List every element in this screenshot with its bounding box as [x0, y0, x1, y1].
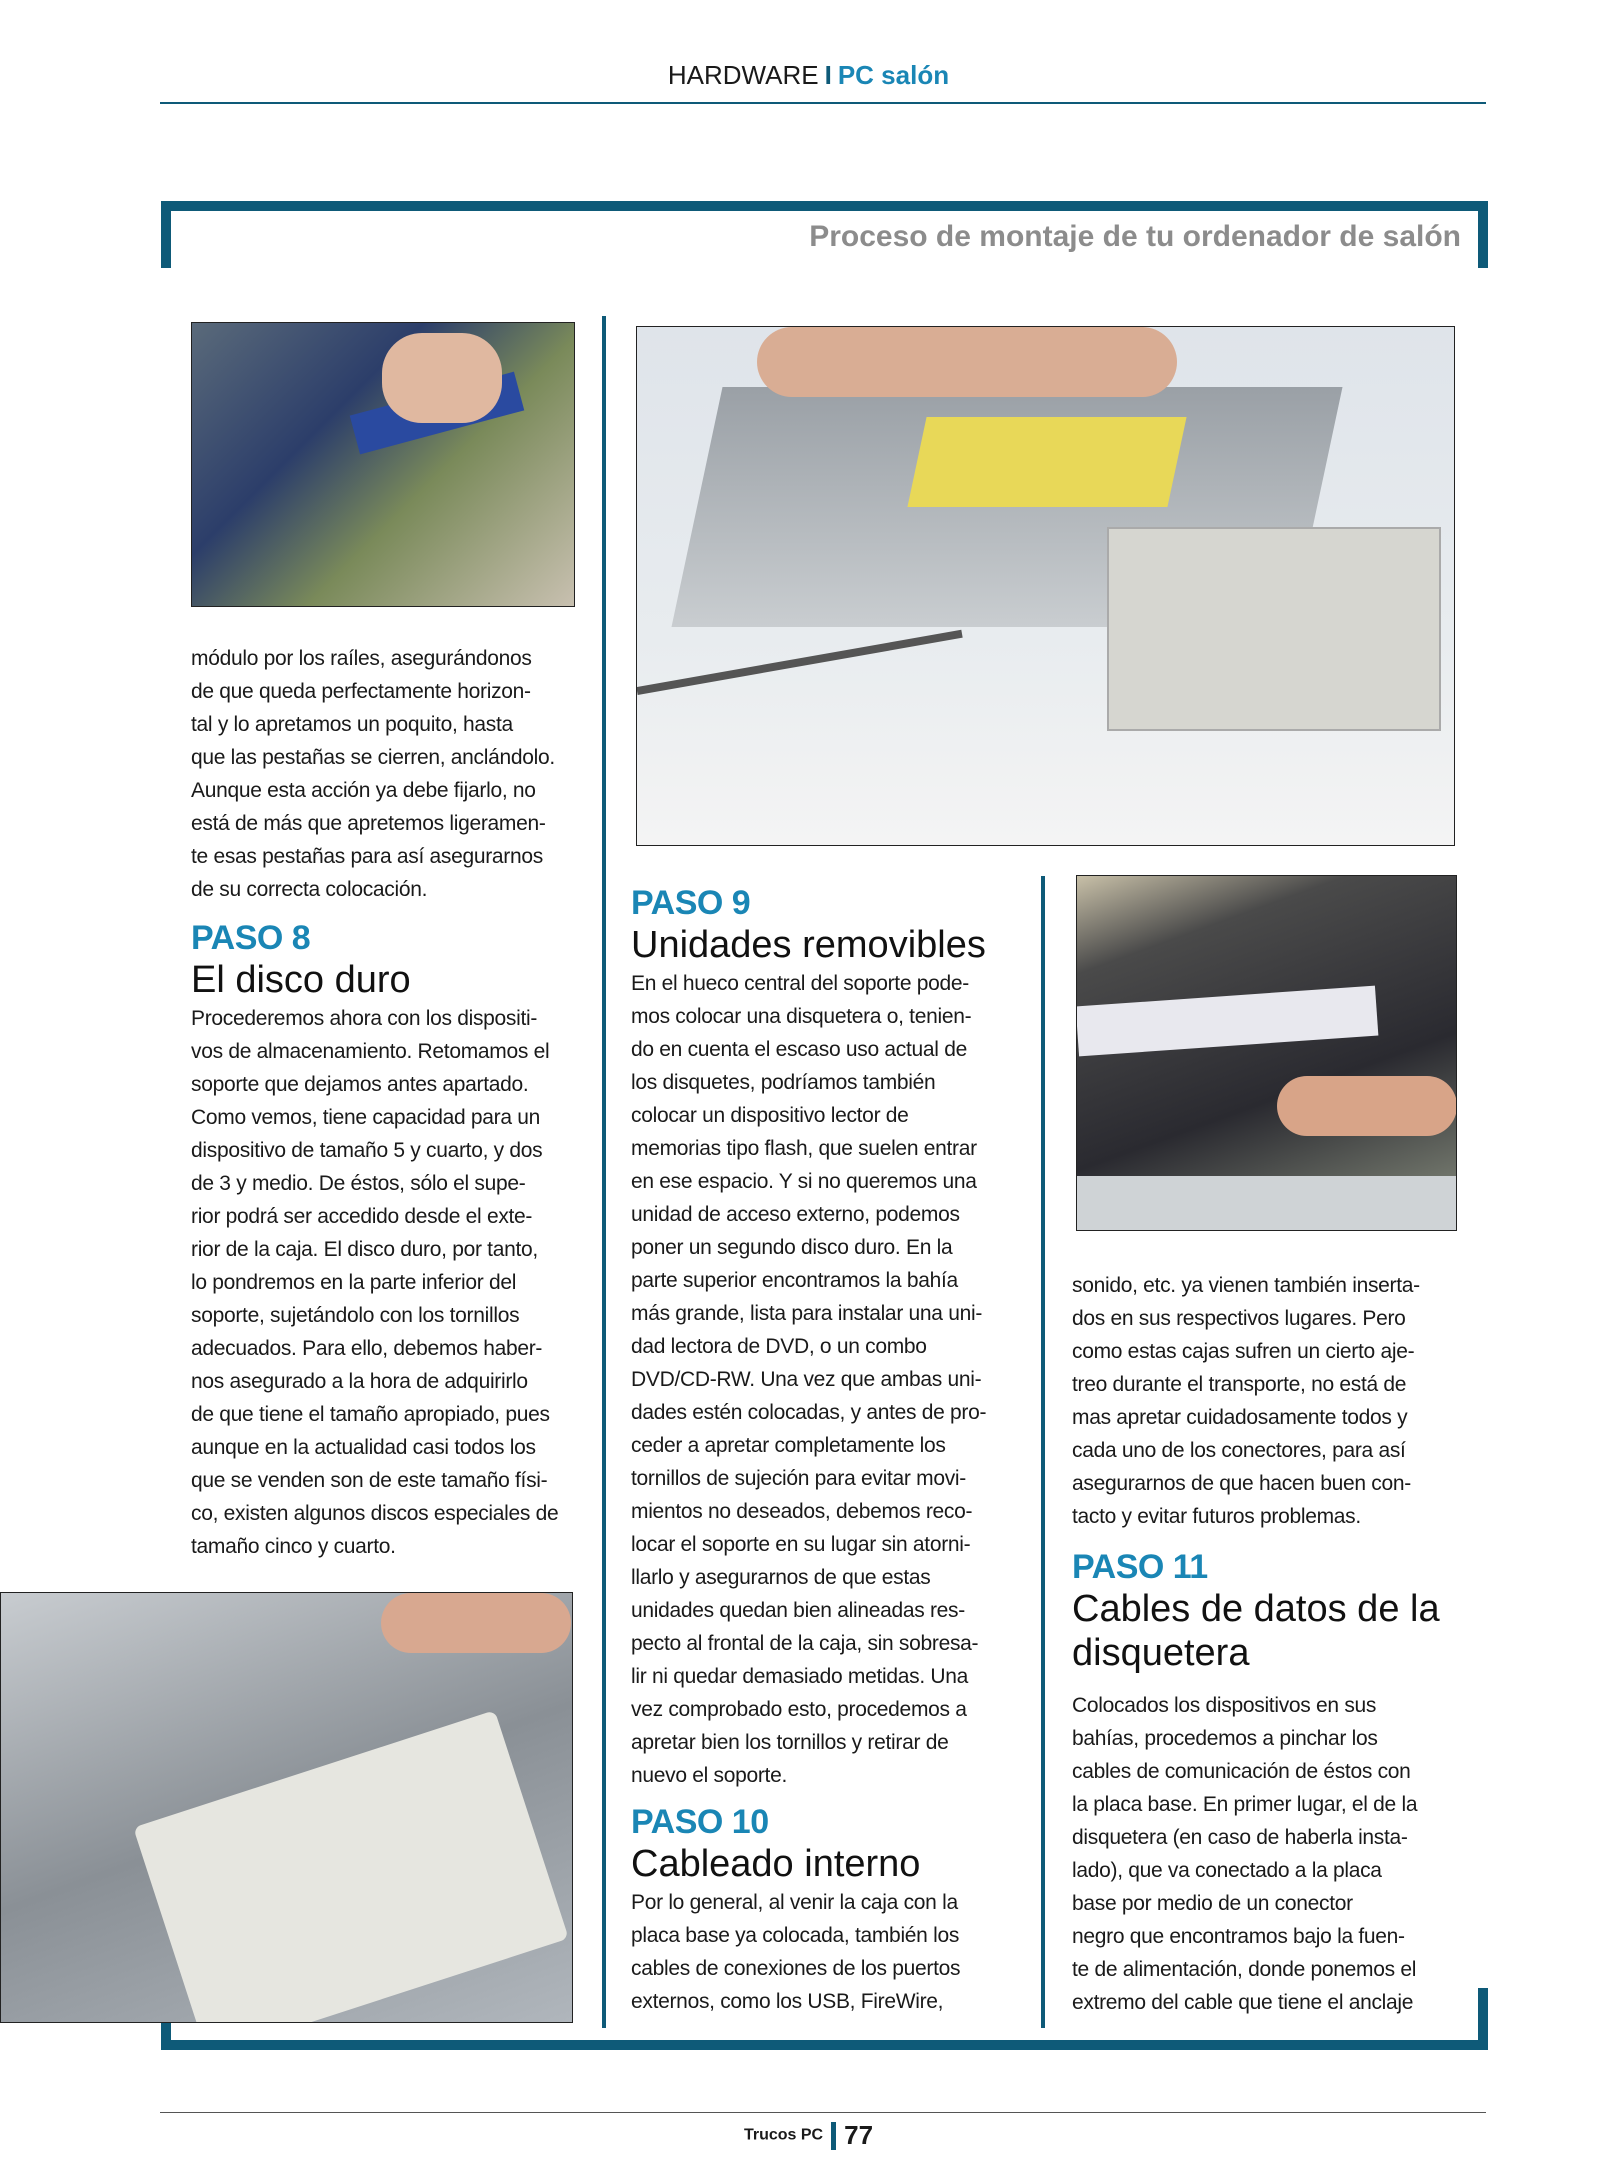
text-line: cables de comunicación de éstos con [1072, 1760, 1411, 1783]
text-line: que se venden son de este tamaño físi- [191, 1469, 548, 1492]
frame-right-top [1478, 201, 1488, 268]
photo-memory-module [191, 322, 575, 607]
step-10-paragraph [631, 1886, 1036, 2018]
text-line: treo durante el transporte, no está de [1072, 1373, 1407, 1396]
text-line: dades estén colocadas, y antes de pro- [631, 1401, 987, 1424]
text-line: locar el soporte en su lugar sin atorni- [631, 1533, 971, 1556]
step-11-title-line-1: Cables de datos de la [1072, 1588, 1440, 1630]
text-line: negro que encontramos bajo la fuen- [1072, 1925, 1405, 1948]
text-line: nuevo el soporte. [631, 1764, 788, 1787]
running-header [0, 60, 1617, 91]
text-line: En el hueco central del soporte pode- [631, 972, 969, 995]
text-line: Por lo general, al venir la caja con la [631, 1891, 958, 1914]
text-line: do en cuenta el escaso uso actual de [631, 1038, 967, 1061]
text-line: en ese espacio. Y si no queremos una [631, 1170, 977, 1193]
step-9-paragraph [631, 967, 1036, 1792]
text-line: te esas pestañas para así asegurarnos [191, 845, 543, 868]
text-line: Como vemos, tiene capacidad para un [191, 1106, 541, 1129]
text-line: colocar un dispositivo lector de [631, 1104, 909, 1127]
frame-left-top [161, 201, 171, 268]
text-line: mientos no deseados, debemos reco- [631, 1500, 973, 1523]
text-line: vez comprobado esto, procedemos a [631, 1698, 967, 1721]
box-title: Proceso de montaje de tu ordenador de salón [809, 220, 1461, 253]
text-line: de que tiene el tamaño apropiado, pues [191, 1403, 550, 1426]
column-1 [191, 642, 586, 1563]
frame-right-bottom [1478, 1988, 1488, 2050]
intro-paragraph [191, 642, 586, 906]
text-line: los disquetes, podríamos también [631, 1071, 936, 1094]
step-9-title: Unidades removibles [631, 924, 986, 966]
photo-hard-disk [0, 1592, 573, 2023]
text-line: tornillos de sujeción para evitar movi- [631, 1467, 966, 1490]
text-line: pecto al frontal de la caja, sin sobresa- [631, 1632, 979, 1655]
text-line: memorias tipo flash, que suelen entrar [631, 1137, 977, 1160]
frame-top-bar [161, 201, 1488, 211]
text-line: extremo del cable que tiene el anclaje [1072, 1991, 1414, 2014]
text-line: adecuados. Para ello, debemos haber- [191, 1337, 543, 1360]
text-line: lo pondremos en la parte inferior del [191, 1271, 517, 1294]
text-line: lado), que va conectado a la placa [1072, 1859, 1382, 1882]
text-line: unidades quedan bien alineadas res- [631, 1599, 965, 1622]
text-line: co, existen algunos discos especiales de [191, 1502, 559, 1525]
text-line: la placa base. En primer lugar, el de la [1072, 1793, 1418, 1816]
step-10-label: PASO 10 [631, 1803, 769, 1841]
text-line: asegurarnos de que hacen buen con- [1072, 1472, 1411, 1495]
page-number: 77 [844, 2120, 874, 2150]
step-9-label: PASO 9 [631, 884, 751, 922]
text-line: rior de la caja. El disco duro, por tanto, [191, 1238, 538, 1261]
text-line: cables de conexiones de los puertos [631, 1957, 961, 1980]
text-line: dispositivo de tamaño 5 y cuarto, y dos [191, 1139, 543, 1162]
text-line: cada uno de los conectores, para así [1072, 1439, 1406, 1462]
photo-floppy-cable [1076, 875, 1457, 1231]
step-11-title-line-2: disquetera [1072, 1632, 1250, 1674]
text-line: de que queda perfectamente horizon- [191, 680, 531, 703]
text-line: soporte que dejamos antes apartado. [191, 1073, 529, 1096]
step-8-title: El disco duro [191, 959, 411, 1001]
text-line: apretar bien los tornillos y retirar de [631, 1731, 949, 1754]
column-divider [602, 316, 606, 2028]
text-line: unidad de acceso externo, podemos [631, 1203, 960, 1226]
header-rule [160, 102, 1486, 104]
text-line: rior podrá ser accedido desde el exte- [191, 1205, 533, 1228]
step-11-paragraph [1072, 1689, 1467, 2019]
text-line: ceder a apretar completamente los [631, 1434, 946, 1457]
text-line: externos, como los USB, FireWire, [631, 1990, 944, 2013]
step-11-label: PASO 11 [1072, 1548, 1208, 1586]
text-line: dos en sus respectivos lugares. Pero [1072, 1307, 1406, 1330]
text-line: mos colocar una disquetera o, tenien- [631, 1005, 972, 1028]
header-topic: PC salón [837, 60, 950, 90]
footer-separator [831, 2122, 836, 2150]
text-line: tal y lo apretamos un poquito, hasta [191, 713, 513, 736]
frame-bottom-bar [161, 2040, 1488, 2050]
text-line: Colocados los dispositivos en sus [1072, 1694, 1377, 1717]
text-line: llarlo y asegurarnos de que estas [631, 1566, 931, 1589]
text-line: disquetera (en caso de haberla insta- [1072, 1826, 1408, 1849]
text-line: DVD/CD-RW. Una vez que ambas uni- [631, 1368, 982, 1391]
text-line: tacto y evitar futuros problemas. [1072, 1505, 1361, 1528]
text-line: lir ni quedar demasiado metidas. Una [631, 1665, 969, 1688]
column-3 [1072, 1269, 1467, 2019]
magazine-name: Trucos PC [743, 2126, 824, 2144]
text-line: poner un segundo disco duro. En la [631, 1236, 953, 1259]
text-line: sonido, etc. ya vienen también inserta- [1072, 1274, 1420, 1297]
text-line: base por medio de un conector [1072, 1892, 1353, 1915]
text-line: parte superior encontramos la bahía [631, 1269, 958, 1292]
text-line: tamaño cinco y cuarto. [191, 1535, 396, 1558]
photo-dvd-drive [636, 326, 1455, 846]
text-line: módulo por los raíles, asegurándonos [191, 647, 532, 670]
text-line: de su correcta colocación. [191, 878, 428, 901]
text-line: placa base ya colocada, también los [631, 1924, 960, 1947]
text-line: dad lectora de DVD, o un combo [631, 1335, 927, 1358]
text-line: Procederemos ahora con los dispositi- [191, 1007, 538, 1030]
text-line: más grande, lista para instalar una uni- [631, 1302, 983, 1325]
text-line: bahías, procedemos a pinchar los [1072, 1727, 1378, 1750]
step-8-label: PASO 8 [191, 919, 311, 957]
text-line: Aunque esta acción ya debe fijarlo, no [191, 779, 536, 802]
text-line: que las pestañas se cierren, anclándolo. [191, 746, 555, 769]
footer-rule [160, 2112, 1486, 2113]
text-line: mas apretar cuidadosamente todos y [1072, 1406, 1408, 1429]
text-line: de 3 y medio. De éstos, sólo el supe- [191, 1172, 526, 1195]
header-section: HARDWARE [667, 60, 819, 90]
step-8-paragraph [191, 1002, 586, 1563]
text-line: vos de almacenamiento. Retomamos el [191, 1040, 550, 1063]
text-line: te de alimentación, donde ponemos el [1072, 1958, 1417, 1981]
text-line: nos asegurado a la hora de adquirirlo [191, 1370, 528, 1393]
column-2 [631, 883, 1036, 2018]
column-divider [1041, 876, 1045, 2028]
header-separator: I [824, 60, 832, 90]
text-line: está de más que apretemos ligeramen- [191, 812, 546, 835]
step-10-title: Cableado interno [631, 1843, 921, 1885]
intro-paragraph [1072, 1269, 1467, 1533]
text-line: soporte, sujetándolo con los tornillos [191, 1304, 520, 1327]
footer [0, 2120, 1617, 2151]
text-line: aunque en la actualidad casi todos los [191, 1436, 536, 1459]
text-line: como estas cajas sufren un cierto aje- [1072, 1340, 1415, 1363]
